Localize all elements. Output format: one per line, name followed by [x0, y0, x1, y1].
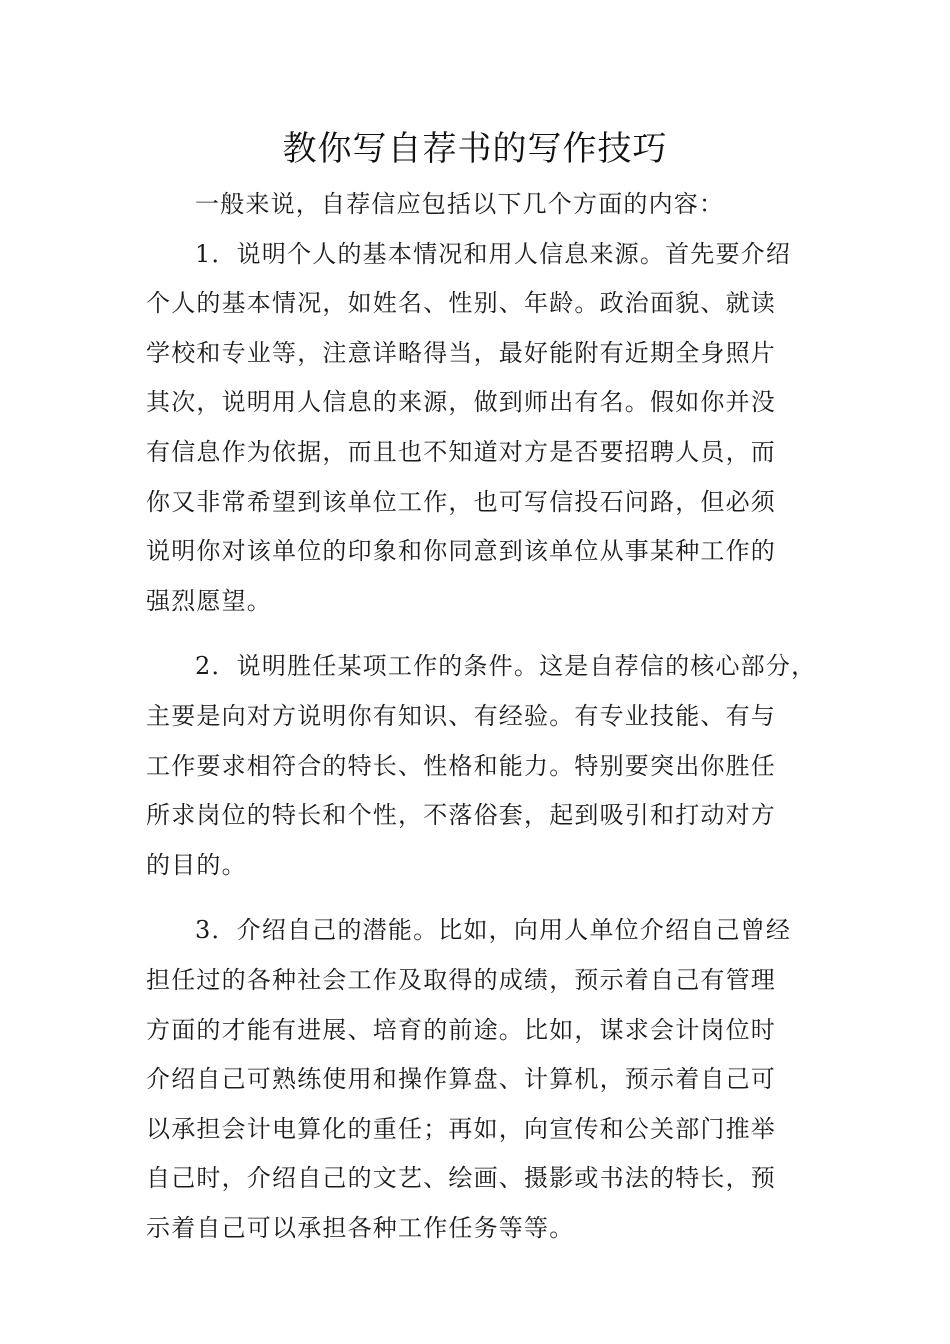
paragraph-line: 主要是向对方说明你有知识、有经验。有专业技能、有与: [146, 701, 776, 730]
paragraph-line: 的目的。: [146, 850, 247, 879]
paragraph-line: 介绍自己可熟练使用和操作算盘、计算机，预示着自己可: [146, 1065, 776, 1094]
section-1-paragraph: [146, 230, 816, 627]
document-title: 教你写自荐书的写作技巧: [282, 129, 668, 169]
paragraph-line: 强烈愿望。: [146, 586, 272, 615]
intro-paragraph: 一般来说，自荐信应包括以下几个方面的内容：: [195, 190, 725, 218]
document-body: [146, 180, 816, 1253]
section-3-paragraph: [146, 906, 816, 1253]
paragraph-line: 示着自己可以承担各种工作任务等等。: [146, 1213, 575, 1242]
paragraph-line: 你又非常希望到该单位工作，也可写信投石问路，但必须: [146, 487, 776, 516]
paragraph-line: 3．介绍自己的潜能。比如，向用人单位介绍自己曾经: [195, 916, 792, 945]
paragraph-line: 个人的基本情况，如姓名、性别、年龄。政治面貌、就读: [146, 289, 776, 318]
paragraph-line: 方面的才能有进展、培育的前途。比如，谋求会计岗位时: [146, 1015, 776, 1044]
paragraph-line: 工作要求相符合的特长、性格和能力。特别要突出你胜任: [146, 751, 776, 780]
paragraph-line: 自己时，介绍自己的文艺、绘画、摄影或书法的特长，预: [146, 1164, 776, 1193]
paragraph-line: 学校和专业等，注意详略得当，最好能附有近期全身照片: [146, 338, 776, 367]
paragraph-spacer: [146, 626, 816, 642]
paragraph-line: 担任过的各种社会工作及取得的成绩，预示着自己有管理: [146, 965, 776, 994]
paragraph-line: 说明你对该单位的印象和你同意到该单位从事某种工作的: [146, 537, 776, 566]
paragraph-line: 有信息作为依据，而且也不知道对方是否要招聘人员，而: [146, 437, 776, 466]
paragraph-spacer: [146, 890, 816, 906]
section-2-paragraph: [146, 642, 816, 890]
paragraph-line: 2．说明胜任某项工作的条件。这是自荐信的核心部分，: [195, 652, 817, 681]
paragraph-line: 1．说明个人的基本情况和用人信息来源。首先要介绍: [195, 239, 792, 268]
paragraph-line: 所求岗位的特长和个性，不落俗套，起到吸引和打动对方: [146, 801, 776, 830]
paragraph-line: 以承担会计电算化的重任；再如，向宣传和公关部门推举: [146, 1114, 776, 1143]
paragraph-line: 其次，说明用人信息的来源，做到师出有名。假如你并没: [146, 388, 776, 417]
